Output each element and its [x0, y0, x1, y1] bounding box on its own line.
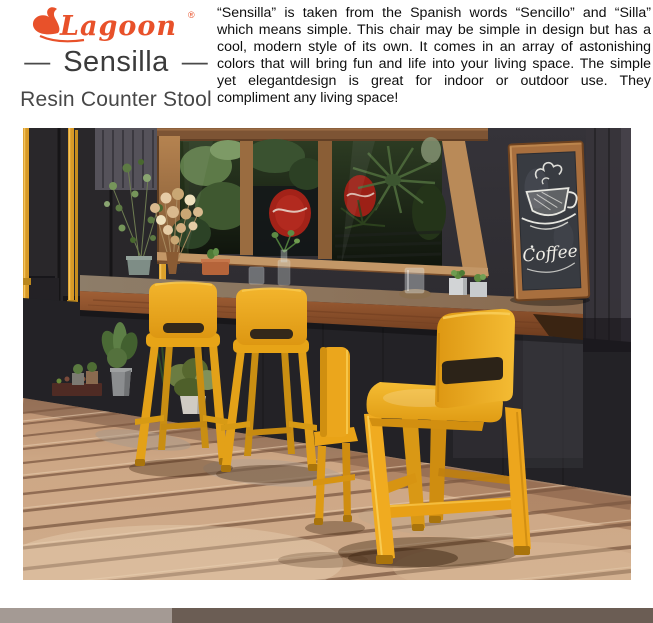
product-photo [23, 128, 631, 580]
window-mullion [318, 141, 332, 259]
swan-icon [33, 7, 60, 34]
title-dash-left: — [24, 45, 51, 76]
product-description: “Sensilla” is taken from the Spanish words “Sencillo” and “Silla” which means simple. This chair may be simple in design but has a cool, modern style of its own. It comes in an array of astonishing colors that will bring fun and life into your living space. The simple yet elegantdesign is great for indoor or outdoor use. They compliment any living space! [217, 5, 651, 106]
photo-scene [23, 128, 631, 580]
product-subtitle: Resin Counter Stool [20, 88, 212, 111]
registered-mark: ® [188, 10, 195, 20]
chalkboard [509, 141, 590, 300]
product-title: Sensilla [63, 46, 169, 78]
window-mullion [240, 141, 253, 255]
gray-pot [127, 258, 151, 275]
footer-band-left [0, 608, 172, 623]
door-vent-panel [95, 128, 160, 190]
lagoon-logo [28, 4, 204, 46]
product-title-row [14, 46, 218, 79]
logo-text: Lagoon [60, 11, 178, 42]
chalkboard-coffee-text: Coffee [521, 241, 579, 267]
drinking-glass [249, 267, 264, 284]
cafe-windows [157, 128, 489, 277]
brand-block [14, 4, 218, 112]
title-dash-right: — [181, 45, 208, 76]
coca-cola-sign [269, 189, 311, 237]
footer-band-right [172, 608, 653, 623]
